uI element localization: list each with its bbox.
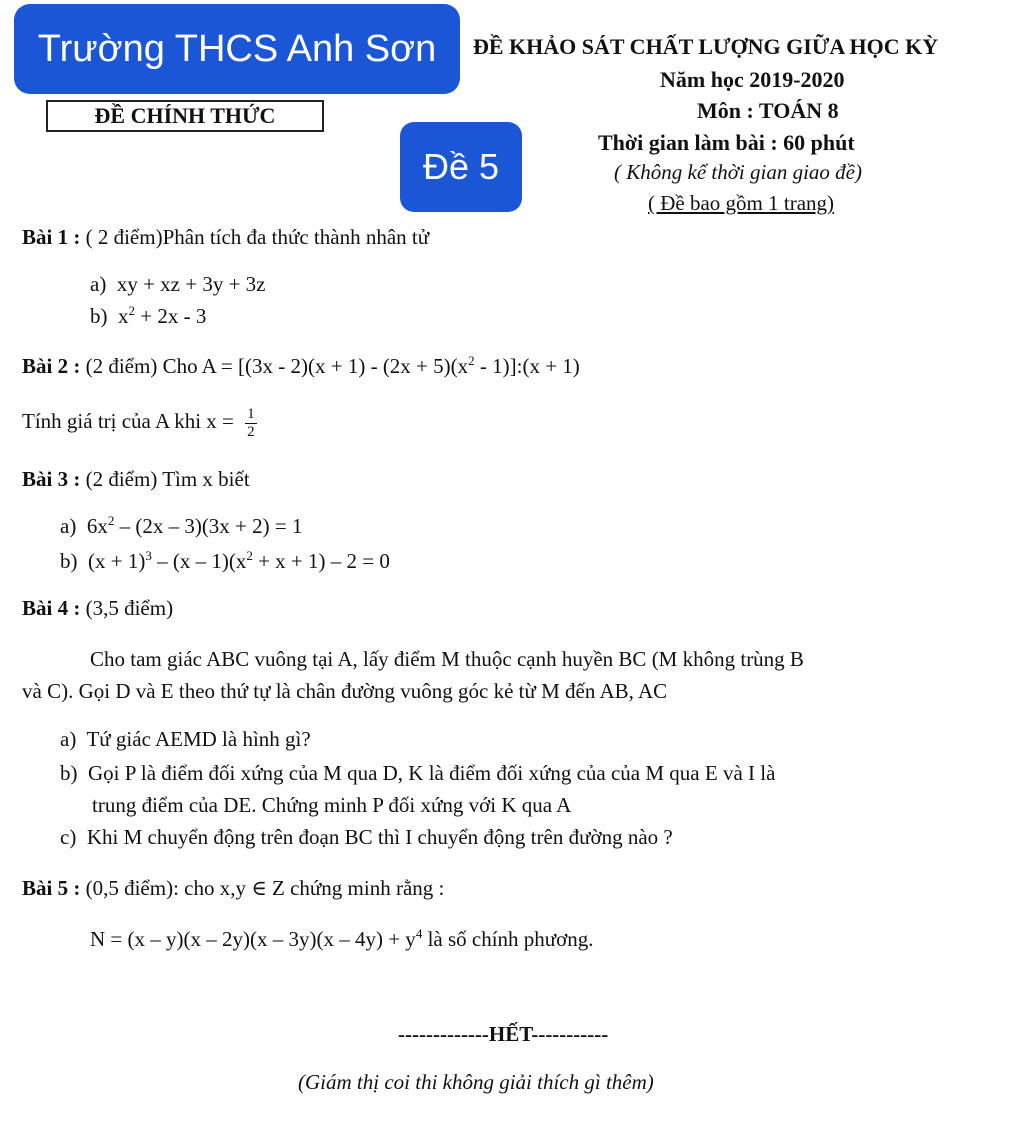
- bai2-line2: [22, 406, 257, 440]
- bai1-heading: [22, 225, 429, 250]
- official-label: ĐỀ CHÍNH THỨC: [46, 100, 324, 132]
- time-note: ( Không kể thời gian giao đề): [614, 160, 863, 184]
- bai1-a-text: xy + xz + 3y + 3z: [116, 272, 266, 296]
- bai2-line2-text: Tính giá trị của A khi x =: [22, 408, 240, 433]
- bai4-b-text-line2: trung điểm của DE. Chứng minh P đối xứng với K qua A: [92, 793, 572, 817]
- bai4-text: (3,5 điểm): [85, 596, 174, 620]
- bai4-label: Bài 4 :: [22, 596, 81, 620]
- bai3-a-label: a): [60, 514, 77, 538]
- bai4-c-label: c): [60, 825, 77, 849]
- bai4-c-text: Khi M chuyển động trên đoạn BC thì I chuyển động trên đường nào ?: [86, 825, 673, 849]
- school-year: Năm học 2019-2020: [660, 67, 845, 92]
- end-marker: -------------HẾT-----------: [398, 1022, 609, 1046]
- bai3-b-text: $(x + 1)^3 - (x - 1)(x^2 + x + 1) - 2 = 0$: [88, 548, 390, 573]
- bai4-b-label: b): [60, 761, 78, 785]
- bai2-text: (2 điểm) Cho $A = [(3x - 2)(x + 1) - (2x + 5)(x^2$ - 1)]:(x + 1): [85, 353, 580, 378]
- bai3-label: Bài 3 :: [22, 467, 81, 491]
- bai4-a-text: Tứ giác AEMD là hình gì?: [86, 727, 311, 751]
- pages-note: ( Đề bao gồm 1 trang): [648, 191, 835, 215]
- exam-title: ĐỀ KHẢO SÁT CHẤT LƯỢNG GIỮA HỌC KỲ: [473, 34, 939, 59]
- bai4-paragraph-line1: Cho tam giác ABC vuông tại A, lấy điểm M thuộc cạnh huyền BC (M không trùng B: [90, 647, 804, 671]
- bai1-item-b: [90, 303, 206, 329]
- bai3-heading: [22, 467, 250, 492]
- bai1-text: ( 2 điểm)Phân tích đa thức thành nhân tử: [85, 225, 430, 249]
- exam-number-badge: Đề 5: [400, 122, 522, 212]
- bai5-label: Bài 5 :: [22, 876, 81, 900]
- bai1-item-a: [90, 272, 266, 297]
- bai2-label: Bài 2 :: [22, 354, 81, 378]
- school-name-badge: Trường THCS Anh Sơn: [14, 4, 460, 94]
- bai3-item-a: [60, 513, 303, 539]
- footer-note: (Giám thị coi thi không giải thích gì thêm): [298, 1070, 654, 1094]
- bai3-text: (2 điểm) Tìm x biết: [85, 467, 250, 491]
- exam-time: Thời gian làm bài : 60 phút: [598, 130, 855, 155]
- bai1-label: Bài 1 :: [22, 225, 81, 249]
- bai2-heading: [22, 353, 580, 379]
- bai5-text: (0,5 điểm): cho x,y ∈ Z chứng minh rằng :: [85, 876, 445, 900]
- bai3-item-b: [60, 548, 390, 574]
- bai4-item-a: [60, 727, 311, 752]
- bai1-a-label: a): [90, 272, 107, 296]
- bai3-b-label: b): [60, 549, 78, 573]
- bai4-a-label: a): [60, 727, 77, 751]
- bai1-b-label: b): [90, 304, 108, 328]
- fraction-one-half: $\frac{1}{2}$: [247, 406, 255, 440]
- bai5-heading: [22, 876, 444, 901]
- bai1-b-text: $x^2 + 2x - 3$: [118, 303, 207, 328]
- bai4-b-text-line1: Gọi P là điểm đối xứng của M qua D, K là điểm đối xứng của của M qua E và I là: [88, 761, 776, 785]
- bai3-a-text: $6x^2 - (2x - 3)(3x + 2) = 1$: [86, 513, 303, 538]
- bai4-item-c: [60, 825, 673, 850]
- subject: Môn : TOÁN 8: [697, 98, 839, 123]
- bai4-heading: [22, 596, 173, 621]
- bai4-paragraph-line2: và C). Gọi D và E theo thứ tự là chân đường vuông góc kẻ từ M đến AB, AC: [22, 679, 668, 703]
- bai5-formula: $N = (x - y)(x - 2y)(x - 3y)(x - 4y) + y^4$ là số chính phương.: [90, 926, 594, 951]
- bai4-item-b: [60, 761, 775, 786]
